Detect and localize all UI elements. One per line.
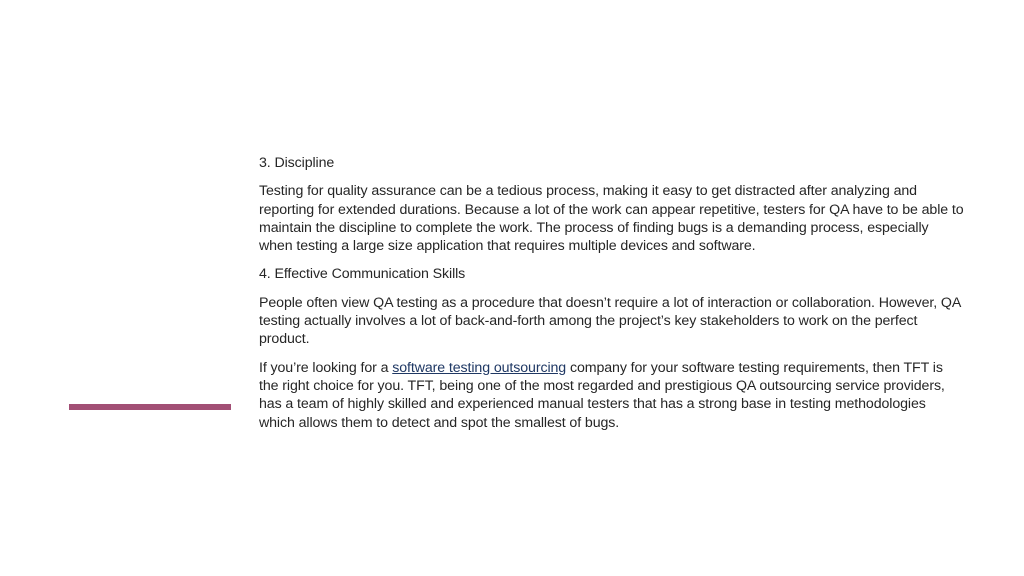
closing-prefix: If you’re looking for a	[259, 359, 393, 376]
communication-heading: 4. Effective Communication Skills	[259, 266, 466, 283]
slide-content	[259, 154, 964, 442]
discipline-heading: 3. Discipline	[259, 155, 335, 171]
discipline-paragraph: Testing for quality assurance can be a tedious process, making it easy to get distracted after analyzing and reporting for extended durations. Because a lot of the work can appear repetitive, testers for QA have to be able to maintain the discipline to complete the work. The process of finding bugs is a demanding process, especially when testing a large size application that requires multiple devices and software.	[259, 183, 964, 255]
communication-paragraph: People often view QA testing as a procedure that doesn’t require a lot of interaction or collaboration. However, QA testing actually involves a lot of back-and-forth among the project’s key stakeholders to work on the perfect product.	[259, 294, 961, 348]
closing-suffix: company for your software testing requirements, then TFT is the right choice for you. TFT, being one of the most regarded and prestigious QA outsourcing service providers, has a team of highly skilled and experienced manual testers that has a strong base in testing methodologies which allows them to detect and spot the smallest of bugs.	[259, 359, 945, 431]
accent-bar	[69, 404, 231, 410]
closing-paragraph	[259, 359, 964, 432]
software-testing-outsourcing-link[interactable]: software testing outsourcing	[392, 359, 567, 376]
